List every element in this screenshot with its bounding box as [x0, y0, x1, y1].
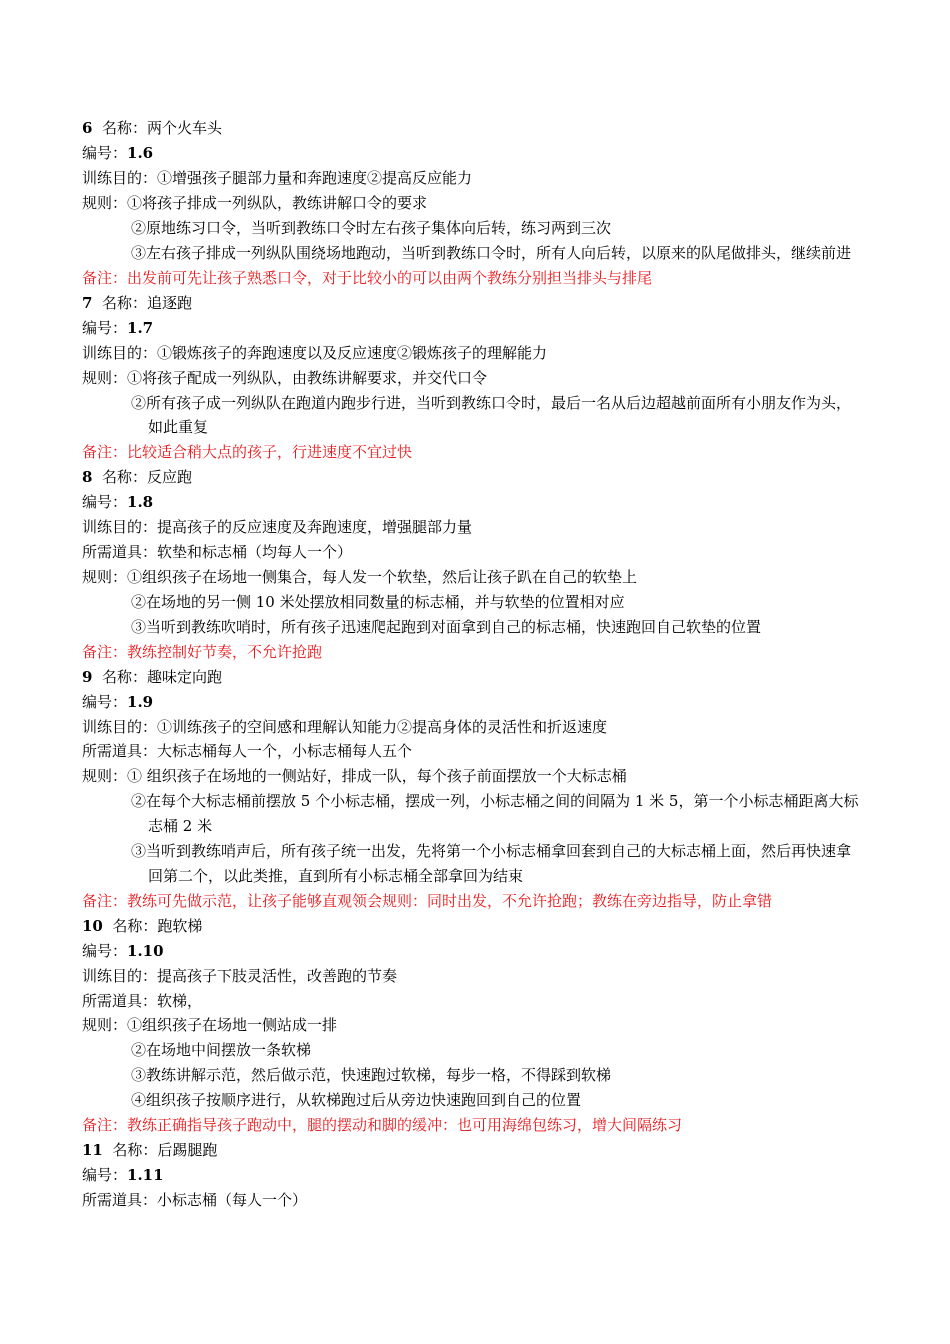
rule-line: ③教练讲解示范，然后做示范，快速跑过软梯，每步一格，不得踩到软梯 [131, 1066, 612, 1084]
item-number: 6 [82, 119, 93, 137]
item-note: 备注：教练可先做示范，让孩子能够直观领会规则：同时出发，不允许抢跑；教练在旁边指导，防止拿错 [82, 892, 773, 910]
item-name: 名称：跑软梯 [112, 917, 203, 935]
item-purpose: 训练目的：提高孩子下肢灵活性，改善跑的节奏 [82, 967, 398, 985]
item-name: 名称：追逐跑 [101, 294, 192, 312]
item-note: 备注：出发前可先让孩子熟悉口令，对于比较小的可以由两个教练分别担当排头与排尾 [82, 269, 653, 287]
item-note: 备注：比较适合稍大点的孩子，行进速度不宜过快 [82, 443, 413, 461]
item-note: 备注：教练控制好节奏，不允许抢跑 [82, 643, 323, 661]
rule-line: ②在场地中间摆放一条软梯 [131, 1041, 312, 1059]
item-name: 名称：趣味定向跑 [101, 668, 222, 686]
item-purpose: 训练目的：提高孩子的反应速度及奔跑速度，增强腿部力量 [82, 518, 473, 536]
item-equipment: 所需道具：大标志桶每人一个，小标志桶每人五个 [82, 742, 413, 760]
rule-line: ②在每个大标志桶前摆放 5 个小标志桶，摆成一列，小标志桶之间的间隔为 1 米 5，第一个小标志桶距离大标 [131, 792, 859, 810]
item-code: 编号：1.8 [82, 493, 154, 511]
rule-line: ③左右孩子排成一列纵队围绕场地跑动，当听到教练口令时，所有人向后转，以原来的队尾做排头，继续前进 [131, 244, 852, 262]
item-code: 编号：1.11 [82, 1166, 164, 1184]
item-equipment: 所需道具：小标志桶（每人一个） [82, 1191, 308, 1209]
rule-line: ②所有孩子成一列纵队在跑道内跑步行进，当听到教练口令时，最后一名从后边超越前面所有小朋友作为头， [131, 394, 852, 412]
rule-line: 回第二个，以此类推，直到所有小标志桶全部拿回为结束 [148, 867, 524, 885]
item-number: 8 [82, 468, 93, 486]
item-heading [82, 1140, 217, 1160]
item-code: 编号：1.10 [82, 942, 164, 960]
rule-line: 规则：①组织孩子在场地一侧集合，每人发一个软垫，然后让孩子趴在自己的软垫上 [82, 568, 638, 586]
item-heading [82, 916, 202, 936]
rule-line: 规则：①组织孩子在场地一侧站成一排 [82, 1016, 338, 1034]
item-name: 名称：后踢腿跑 [112, 1141, 218, 1159]
item-heading [82, 293, 192, 313]
item-number: 9 [82, 668, 93, 686]
item-name: 名称：反应跑 [101, 468, 192, 486]
item-heading [82, 667, 222, 687]
item-number: 11 [82, 1141, 103, 1159]
item-name: 名称：两个火车头 [101, 119, 222, 137]
item-number: 10 [82, 917, 103, 935]
item-code: 编号：1.6 [82, 144, 154, 162]
item-purpose: 训练目的：①增强孩子腿部力量和奔跑速度②提高反应能力 [82, 169, 473, 187]
rule-line: ④组织孩子按顺序进行，从软梯跑过后从旁边快速跑回到自己的位置 [131, 1091, 582, 1109]
item-heading [82, 118, 222, 138]
item-heading [82, 467, 192, 487]
item-equipment: 所需道具：软垫和标志桶（均每人一个） [82, 543, 353, 561]
rule-line: 规则：①将孩子配成一列纵队，由教练讲解要求，并交代口令 [82, 369, 488, 387]
item-code: 编号：1.9 [82, 693, 154, 711]
rule-line: 如此重复 [148, 418, 209, 436]
rule-line: 规则：①将孩子排成一列纵队，教练讲解口令的要求 [82, 194, 428, 212]
rule-line: ③当听到教练哨声后，所有孩子统一出发，先将第一个小标志桶拿回套到自己的大标志桶上面，然后再快速拿 [131, 842, 852, 860]
item-note: 备注：教练正确指导孩子跑动中，腿的摆动和脚的缓冲：也可用海绵包练习，增大间隔练习 [82, 1116, 683, 1134]
item-purpose: 训练目的：①训练孩子的空间感和理解认知能力②提高身体的灵活性和折返速度 [82, 718, 608, 736]
item-purpose: 训练目的：①锻炼孩子的奔跑速度以及反应速度②锻炼孩子的理解能力 [82, 344, 548, 362]
rule-line: ②原地练习口令，当听到教练口令时左右孩子集体向后转，练习两到三次 [131, 219, 612, 237]
rule-line: 规则：① 组织孩子在场地的一侧站好，排成一队，每个孩子前面摆放一个大标志桶 [82, 767, 627, 785]
item-number: 7 [82, 294, 93, 312]
rule-line: ②在场地的另一侧 10 米处摆放相同数量的标志桶，并与软垫的位置相对应 [131, 593, 625, 611]
rule-line: ③当听到教练吹哨时，所有孩子迅速爬起跑到对面拿到自己的标志桶，快速跑回自己软垫的位置 [131, 618, 762, 636]
item-equipment: 所需道具：软梯， [82, 992, 203, 1010]
rule-line: 志桶 2 米 [148, 817, 213, 835]
item-code: 编号：1.7 [82, 319, 154, 337]
